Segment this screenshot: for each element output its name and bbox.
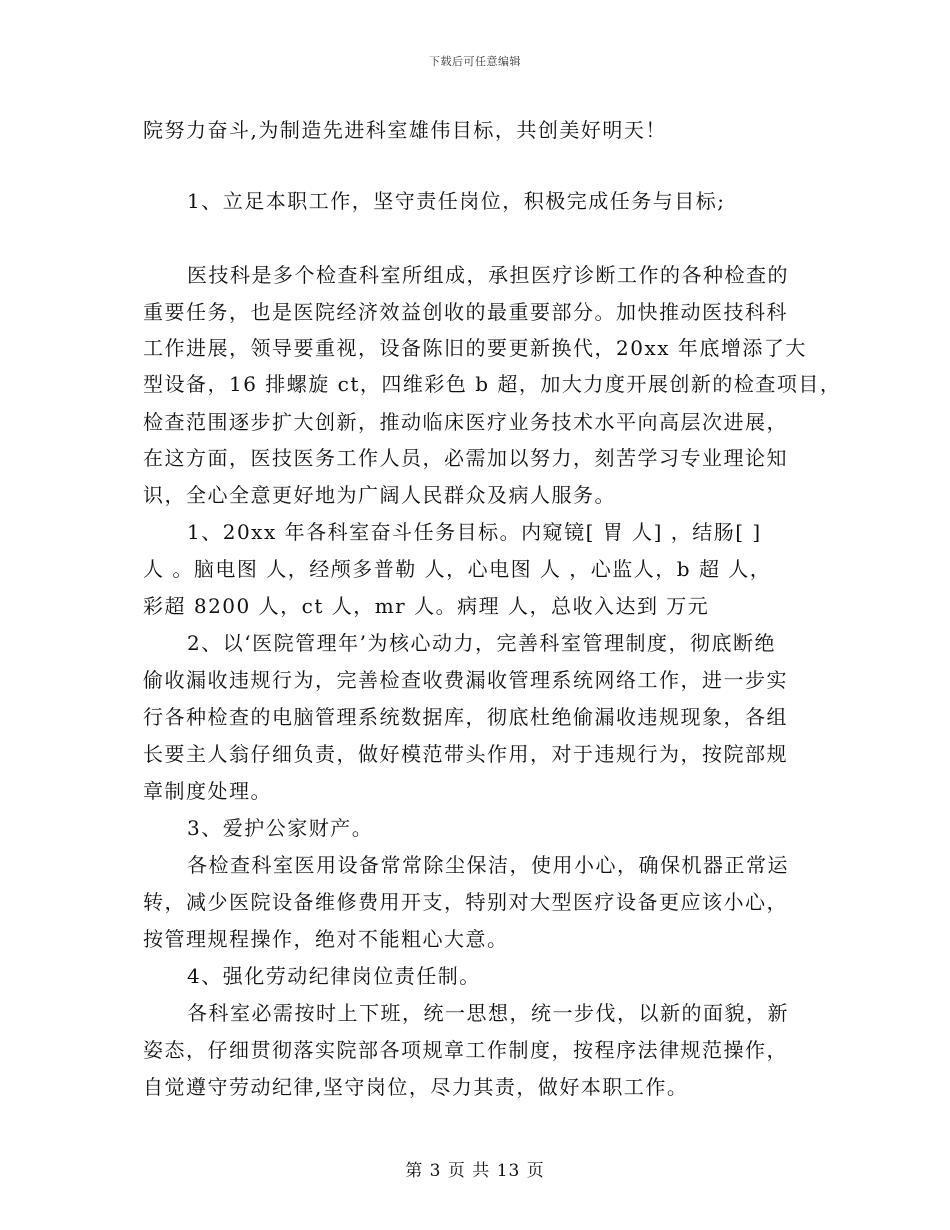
text-line: 各科室必需按时上下班，统一思想，统一步伐，以新的面貌，新 xyxy=(187,1001,789,1025)
text-line: 型设备，16 排螺旋 ct，四维彩色 b 超，加大力度开展创新的检查项目， xyxy=(143,372,842,396)
text-line: 彩超 8200 人，ct 人，mr 人。病理 人，总收入达到 万元 xyxy=(143,594,710,618)
text-line: 工作进展，领导要重视，设备陈旧的要更新换代，20xx 年底增添了大 xyxy=(143,336,807,360)
text-line: 长要主人翁仔细负责，做好模范带头作用，对于违规行为，按院部规 xyxy=(143,742,788,766)
text-line: 在这方面，医技医务工作人员，必需加以努力，刻苦学习专业理论知 xyxy=(143,446,788,470)
text-line: 按管理规程操作，绝对不能粗心大意。 xyxy=(143,927,509,951)
text-line: 转，减少医院设备维修费用开支，特别对大型医疗设备更应该小心， xyxy=(143,890,788,914)
text-line: 1、20xx 年各科室奋斗任务目标。内窥镜[ 胃 人] ，结肠[ ] xyxy=(187,520,762,544)
text-line: 各检查科室医用设备常常除尘保洁，使用小心，确保机器正常运 xyxy=(187,853,789,877)
text-line: 2、以‘医院管理年’为核心动力，完善科室管理制度，彻底断绝 xyxy=(187,631,776,655)
text-line: 识，全心全意更好地为广阔人民群众及病人服务。 xyxy=(143,483,616,507)
text-line: 检查范围逐步扩大创新，推动临床医疗业务技术水平向高层次进展， xyxy=(143,410,788,434)
page-number: 第 3 页 共 13 页 xyxy=(405,1161,545,1181)
text-line: 行各种检查的电脑管理系统数据库，彻底杜绝偷漏收违规现象，各组 xyxy=(143,705,788,729)
section-heading: 4、强化劳动纪律岗位责任制。 xyxy=(187,964,481,988)
text-line: 重要任务，也是医院经济效益创收的最重要部分。加快推动医技科科 xyxy=(143,300,788,324)
text-line: 偷收漏收违规行为，完善检查收费漏收管理系统网络工作，进一步实 xyxy=(143,668,788,692)
text-line: 医技科是多个检查科室所组成，承担医疗诊断工作的各种检查的 xyxy=(187,263,789,287)
text-line: 院努力奋斗,为制造先进科室雄伟目标，共创美好明天！ xyxy=(143,118,667,142)
text-line: 人 。脑电图 人，经颅多普勒 人，心电图 人 ，心监人，b 超 人， xyxy=(143,557,772,581)
page-header: 下载后可任意编辑 xyxy=(429,55,521,68)
section-heading: 1、立足本职工作，坚守责任岗位，积极完成任务与目标; xyxy=(187,189,726,213)
text-line: 自觉遵守劳动纪律,坚守岗位，尽力其责，做好本职工作。 xyxy=(143,1075,689,1099)
text-line: 姿态，仔细贯彻落实院部各项规章工作制度，按程序法律规范操作， xyxy=(143,1038,788,1062)
text-line: 章制度处理。 xyxy=(143,779,272,803)
section-heading: 3、爱护公家财产。 xyxy=(187,816,374,840)
